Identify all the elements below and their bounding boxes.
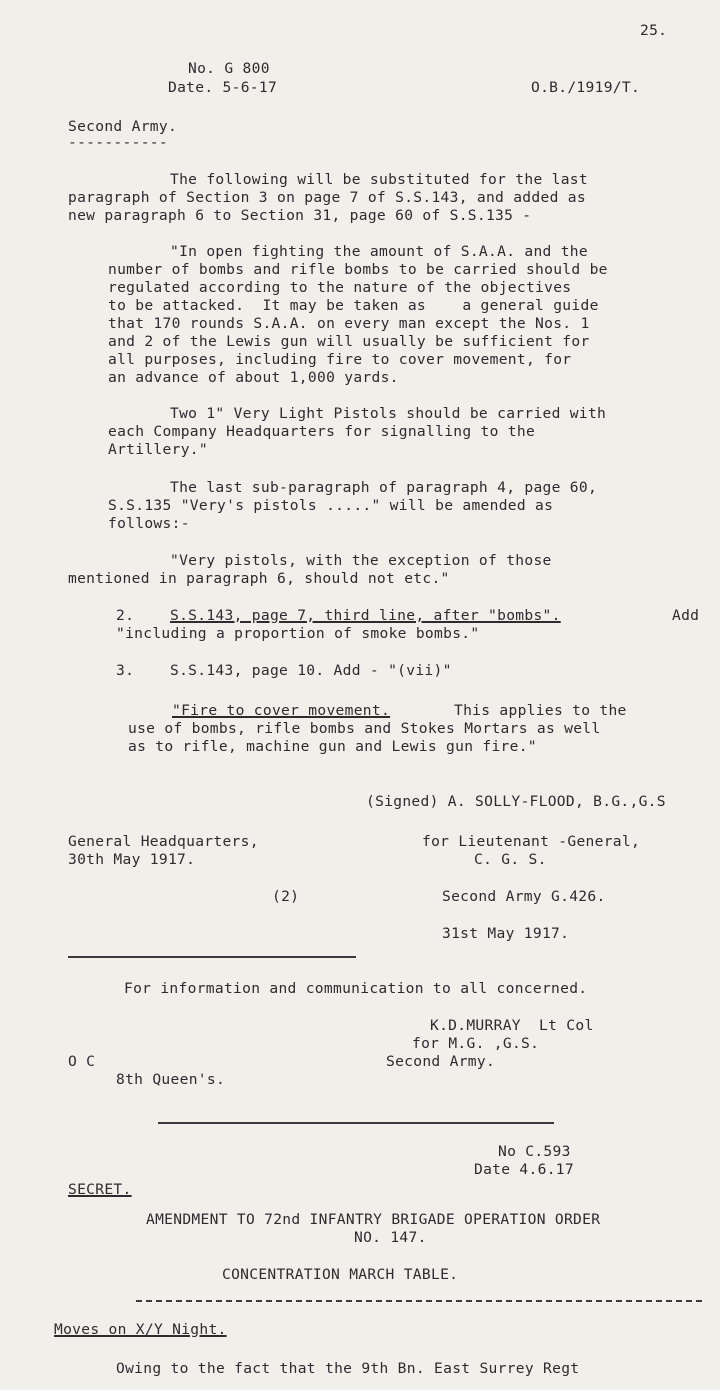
memo-date: Date 4.6.17	[474, 1161, 574, 1178]
quote-line: Two 1" Very Light Pistols should be carried with	[170, 405, 607, 422]
quote-line: number of bombs and rifle bombs to be carried should be	[108, 261, 608, 278]
classification: SECRET.	[68, 1181, 132, 1198]
signer-unit: Second Army.	[386, 1053, 496, 1070]
fire-text: as to rifle, machine gun and Lewis gun fire."	[128, 738, 537, 755]
order-title: NO. 147.	[354, 1229, 427, 1246]
addressee: Second Army.	[68, 118, 178, 135]
intro-line: new paragraph 6 to Section 31, page 60 of S.S.135 -	[68, 207, 532, 224]
quote-line: to be attacked. It may be taken as a general guide	[108, 297, 599, 314]
dashed-rule	[136, 1300, 702, 1302]
memo-number: No. G 800	[188, 60, 270, 77]
quote-line: that 170 rounds S.A.A. on every man except the Nos. 1	[108, 315, 590, 332]
info-line: For information and communication to all concerned.	[124, 980, 588, 997]
item-heading: S.S.143, page 7, third line, after "bombs".	[170, 607, 561, 624]
amendment-line: follows:-	[108, 515, 190, 532]
recipient-prefix: O C	[68, 1053, 96, 1070]
signature-for: for Lieutenant -General,	[422, 833, 641, 850]
intro-line: The following will be substituted for the last	[170, 171, 588, 188]
addressee-rule: -----------	[68, 134, 168, 151]
signer: K.D.MURRAY Lt Col	[430, 1017, 594, 1034]
recipient: 8th Queen's.	[116, 1071, 226, 1088]
separator-rule	[68, 956, 356, 958]
memo-date: 31st May 1917.	[442, 925, 570, 942]
fire-heading: "Fire to cover movement.	[172, 702, 391, 719]
item-number: 2.	[116, 607, 135, 624]
section-heading: Moves on X/Y Night.	[54, 1321, 227, 1338]
quote-line: and 2 of the Lewis gun will usually be sufficient for	[108, 333, 590, 350]
quote-line: mentioned in paragraph 6, should not etc."	[68, 570, 450, 587]
memo-reference: O.B./1919/T.	[531, 79, 641, 96]
intro-line: paragraph of Section 3 on page 7 of S.S.143, and added as	[68, 189, 586, 206]
signer-for: for M.G. ,G.S.	[412, 1035, 540, 1052]
memo-date: Date. 5-6-17	[168, 79, 278, 96]
quote-line: each Company Headquarters for signalling to the	[108, 423, 536, 440]
signature-title: C. G. S.	[474, 851, 547, 868]
memo-reference: Second Army G.426.	[442, 888, 606, 905]
item-number: 3.	[116, 662, 135, 679]
item-text: "including a proportion of smoke bombs."	[116, 625, 480, 642]
order-title: AMENDMENT TO 72nd INFANTRY BRIGADE OPERATION ORDER	[146, 1211, 601, 1228]
item-text: S.S.143, page 10. Add - "(vii)"	[170, 662, 452, 679]
separator-rule	[158, 1122, 554, 1124]
quote-line: "Very pistols, with the exception of those	[170, 552, 552, 569]
quote-line: an advance of about 1,000 yards.	[108, 369, 399, 386]
amendment-line: The last sub-paragraph of paragraph 4, page 60,	[170, 479, 598, 496]
quote-line: regulated according to the nature of the objectives	[108, 279, 572, 296]
body-line: Owing to the fact that the 9th Bn. East Surrey Regt	[116, 1360, 580, 1377]
origin-date: 30th May 1917.	[68, 851, 196, 868]
item-add: Add	[672, 607, 700, 624]
signature: (Signed) A. SOLLY-FLOOD, B.G.,G.S	[366, 793, 666, 810]
section-marker: (2)	[272, 888, 300, 905]
fire-text: use of bombs, rifle bombs and Stokes Mortars as well	[128, 720, 601, 737]
quote-line: all purposes, including fire to cover movement, for	[108, 351, 572, 368]
memo-number: No C.593	[498, 1143, 571, 1160]
quote-line: Artillery."	[108, 441, 208, 458]
quote-line: "In open fighting the amount of S.A.A. and the	[170, 243, 588, 260]
page-number: 25.	[640, 22, 668, 39]
amendment-line: S.S.135 "Very's pistols ....." will be amended as	[108, 497, 554, 514]
origin: General Headquarters,	[68, 833, 259, 850]
fire-text: This applies to the	[454, 702, 627, 719]
order-subtitle: CONCENTRATION MARCH TABLE.	[222, 1266, 459, 1283]
